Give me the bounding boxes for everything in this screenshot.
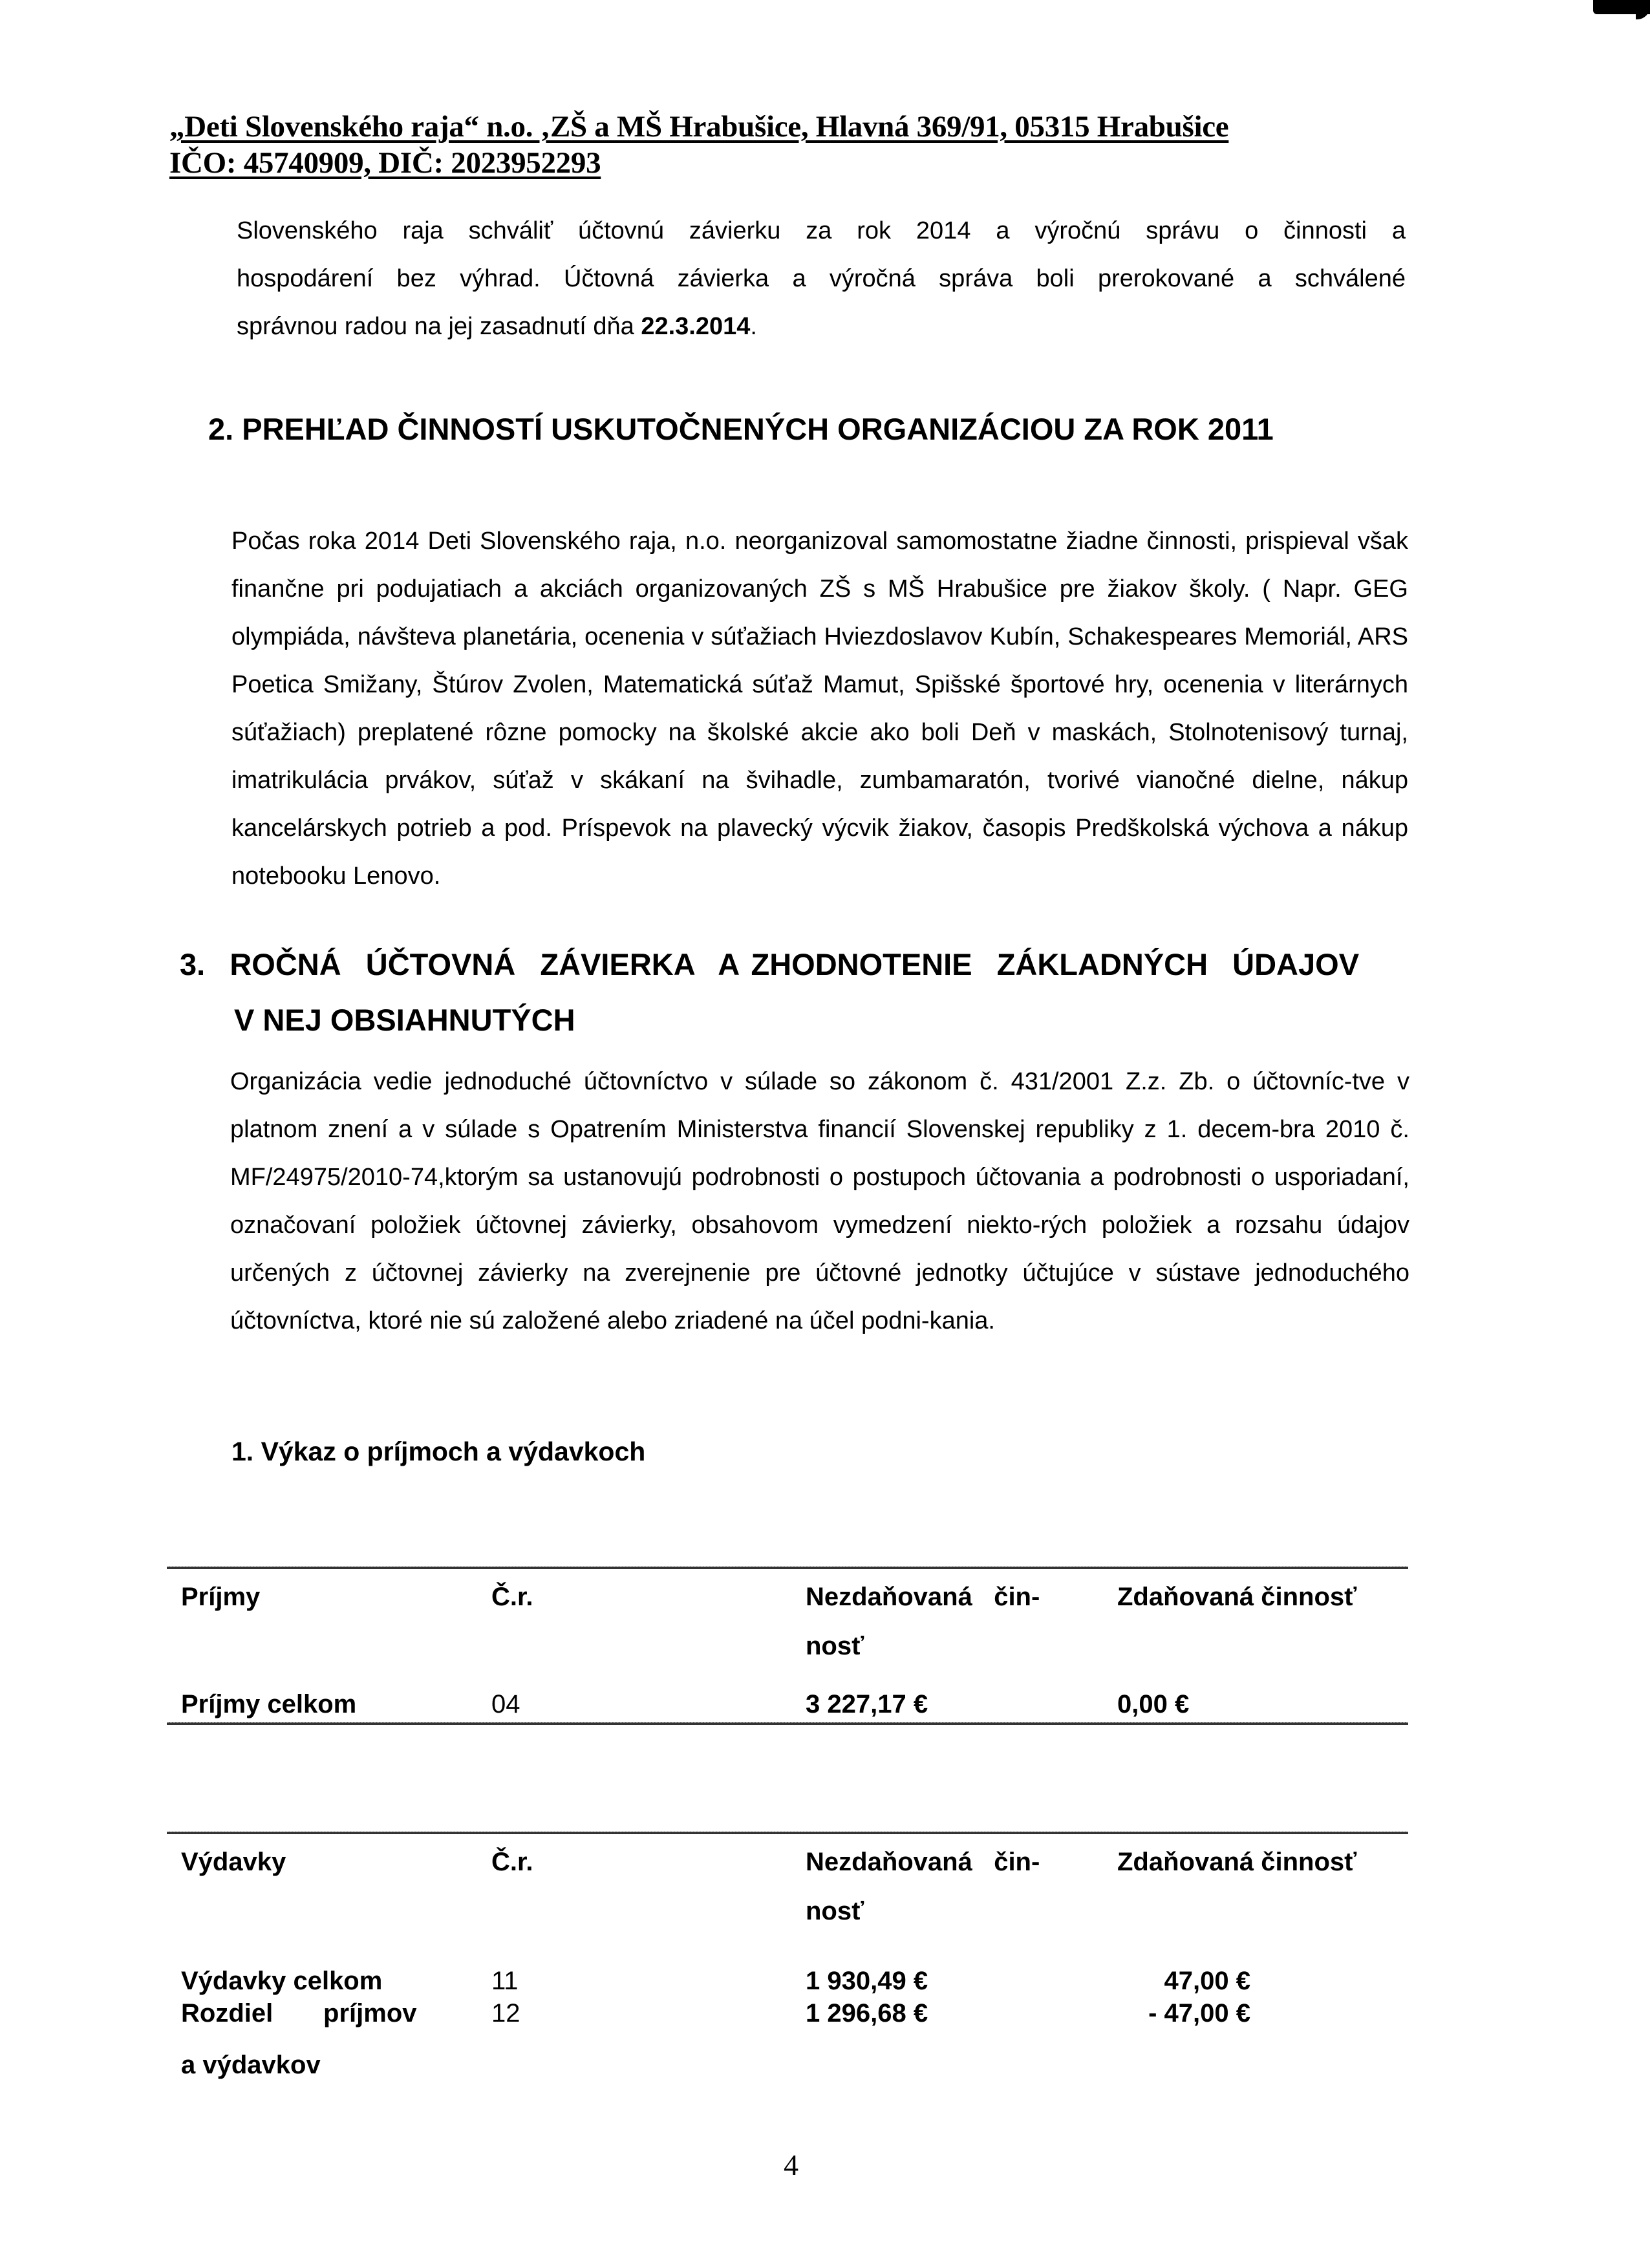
income-total-nontaxable: 3 227,17 € [806,1690,928,1718]
income-header-taxable: Zdaňovaná činnosť [1117,1583,1357,1611]
expense-table [167,1830,1408,2088]
table-top-rule [167,1832,1408,1834]
section-2-title: 2. PREHĽAD ČINNOSTÍ USKUTOČNENÝCH ORGANIZÁCIOU ZA ROK 2011 [208,412,1274,446]
section-3-paragraph: Organizácia vedie jednoduché účtovníctvo v súlade so zákonom č. 431/2001 Z.z. Zb. o účtovníc-tve v platnom znení a v súlade s Opatrením Ministerstva financií Slovenskej republiky z 1. decem-bra 2010 č. MF/24975/2010-74,ktorým sa ustanovujú podrobnosti o postupoch účtovania a podrobnosti o usporiadaní, označovaní položiek účtovnej závierky, obsahovom vymedzení niekto-rých položiek a rozsahu údajov určených z účtovnej závierky na zverejnenie pre účtovné jednotky účtujúce v sústave jednoduchého účtovníctva, ktoré nie sú založené alebo zriadené na účel podni-kania. [230,1068,1409,1334]
difference-label-wrap: a výdavkov [181,2051,321,2079]
income-total-taxable: 0,00 € [1117,1690,1190,1718]
difference-nontaxable: 1 296,68 € [806,1999,928,2027]
approval-date: 22.3.2014 [641,313,751,340]
income-header-label: Príjmy [181,1583,261,1611]
intro-line-3 [237,303,1406,350]
page-number: 4 [784,2148,798,2181]
expense-header-label: Výdavky [181,1848,286,1876]
expense-total-nontaxable: 1 930,49 € [806,1967,928,1995]
letterhead-ids: IČO: 45740909, DIČ: 2023952293 [169,146,601,180]
expense-total-taxable: 47,00 € [1164,1967,1250,1995]
section-2-paragraph: Počas roka 2014 Deti Slovenského raja, n.o. neorganizoval samomostatne žiadne činnosti, prispieval však finančne pri podujatiach a akciách organizovaných ZŠ s MŠ Hrabušice pre žiakov školy. ( Napr. GEG olympiáda, návšteva planetária, ocenenia v súťažiach Hviezdoslavov Kubín, Schakespeares Memoriál, ARS Poetica Smižany, Štúrov Zvolen, Matematická súťaž Mamut, Spišské športové hry, ocenenia v literárnych súťažiach) preplatené rôzne pomocky na školské akcie ako boli Deň v maskách, Stolnotenisový turnaj, imatrikulácia prvákov, súťaž v skákaní na švihadle, zumbamaratón, tvorivé vianočné dielne, nákup kancelárskych potrieb a pod. Príspevok na plavecký výcvik žiakov, časopis Predškolská výchova a nákup notebooku Lenovo. [231,528,1408,890]
intro-line-3-end: . [750,313,757,340]
report-heading: 1. Výkaz o príjmoch a výdavkoch [231,1437,646,1466]
income-header-row-no: Č.r. [491,1583,533,1611]
table-top-rule [167,1567,1408,1569]
intro-line-3-text: správnou radou na jej zasadnutí dňa [237,313,641,340]
income-total-row-no: 04 [491,1690,520,1718]
income-header-nontaxable-wrap: nosť [806,1632,864,1660]
section-3-title-line-2: V NEJ OBSIAHNUTÝCH [234,1003,575,1037]
expense-total-label: Výdavky celkom [181,1967,383,1995]
section-3-title-text: 3. ROČNÁ ÚČTOVNÁ ZÁVIERKA A ZHODNOTENIE ZÁKLADNÝCH ÚDAJOV [180,947,1360,981]
income-header-nontaxable: Nezdaňovaná čin- [806,1583,1040,1611]
difference-taxable: - 47,00 € [1148,1999,1250,2027]
expense-header-nontaxable: Nezdaňovaná čin- [806,1848,1040,1876]
expense-header-row-no: Č.r. [491,1848,533,1876]
income-total-label: Príjmy celkom [181,1690,357,1718]
intro-line-2: hospodárení bez výhrad. Účtovná závierka a výročná správa boli prerokované a schválené [237,265,1406,292]
section-3-title-line-1 [180,947,1408,982]
expense-header-nontaxable-wrap: nosť [806,1897,864,1925]
income-table [167,1565,1408,1733]
letterhead-organization: „Deti Slovenského raja“ n.o. ‚ZŠ a MŠ Hrabušice, Hlavná 369/91, 05315 Hrabušice [169,110,1229,144]
difference-label: Rozdiel príjmov [181,1999,417,2027]
table-bottom-rule [167,1722,1408,1725]
expense-total-row-no: 11 [491,1967,519,1995]
expense-header-taxable: Zdaňovaná činnosť [1117,1848,1357,1876]
letterhead [169,109,1228,181]
difference-row-no: 12 [491,1999,520,2027]
scan-corner-mark [1593,0,1650,14]
intro-line-1: Slovenského raja schváliť účtovnú závierku za rok 2014 a výročnú správu o činnosti a [237,217,1406,244]
intro-paragraph [237,207,1406,350]
